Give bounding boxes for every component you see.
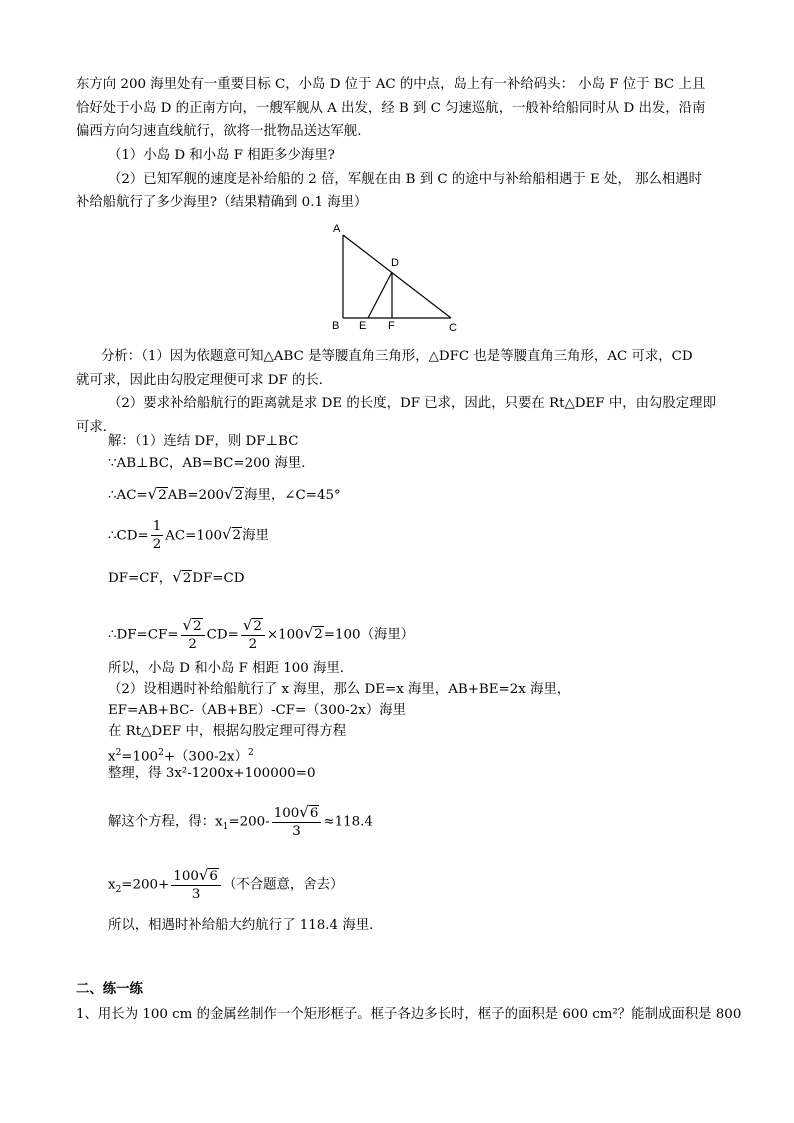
analysis-line-2: 就可求，因此由勾股定理便可求 DF 的长． (76, 373, 333, 388)
segment-ac (343, 235, 451, 318)
analysis-line-3: （2）要求补给船航行的距离就是求 DE 的长度，DF 已求，因此，只要在 Rt△DEF 中，由勾股定理即 (108, 396, 716, 411)
solution-line-8: （2）设相遇时补给船航行了 x 海里，那么 DE=x 海里，AB+BE=2x 海里， (108, 682, 571, 697)
label-b: B (332, 320, 340, 332)
problem-line-3: 偏西方向匀速直线航行，欲将一批物品送达军舰． (76, 124, 371, 139)
sqrt-2: √2 (147, 485, 167, 503)
sqrt-2: √2 (303, 624, 323, 643)
segment-de (368, 272, 392, 318)
label-e: E (359, 320, 367, 332)
solution-line-3: ∴AC=√2AB=200√2海里，∠C=45° (108, 485, 341, 503)
solution-line-7: 所以，小岛 D 和小岛 F 相距 100 海里． (108, 661, 354, 676)
question-2-line-2: 补给船航行了多少海里?（结果精确到 0.1 海里） (76, 195, 368, 210)
sqrt-2: √2 (221, 525, 242, 544)
solution-line-12: 整理，得 3x²-1200x+100000=0 (108, 766, 316, 781)
question-1: （1）小岛 D 和小岛 F 相距多少海里? (108, 148, 335, 163)
solution-line-6: ∴DF=CF= $\frac{√2}{2}$ CD= $\frac{√2}{2}$ ×100√2=100（海里） (108, 616, 415, 653)
fraction-one-half: $\frac{1}{2}$ (152, 519, 162, 553)
question-2-line-1: （2）已知军舰的速度是补给船的 2 倍，军舰在由 B 到 C 的途中与补给船相遇于 E 处， 那么相遇时 (108, 172, 703, 187)
label-c: C (449, 322, 457, 334)
analysis-line-1: 分析：（1）因为依题意可知△ABC 是等腰直角三角形，△DFC 也是等腰直角三角形，AC 可求，CD (101, 349, 693, 364)
solution-line-10: 在 Rt△DEF 中，根据勾股定理可得方程 (108, 724, 347, 739)
sqrt-2: √2 (224, 485, 244, 503)
label-d: D (391, 257, 399, 269)
fraction-root-6: $\frac{100√6}{3}$ (272, 805, 322, 839)
problem-line-2: 恰好处于小岛 D 的正南方向，一艘军舰从 A 出发，经 B 到 C 匀速巡航，一般补给船同时从 D 出发，沿南 (76, 101, 706, 116)
solution-line-14: $x_2=200+$ $\frac{100√6}{3}$ （不合题意，舍去） (108, 866, 344, 903)
problem-line-1: 东方向 200 海里处有一重要目标 C，小岛 D 位于 AC 的中点，岛上有一补给码头： 小岛 F 位于 BC 上且 (76, 77, 706, 92)
solution-line-13: 解这个方程，得：$x_1=200-$ $\frac{100√6}{3}$ ≈118.4 (108, 803, 373, 840)
solution-line-11: $x^2=100^2+(300-2x)^2$ (108, 748, 254, 765)
solution-line-1: 解：（1）连结 DF，则 DF⊥BC (108, 434, 299, 449)
label-a: A (333, 223, 341, 235)
label-f: F (388, 320, 395, 332)
fraction-sqrt2-over-2: $\frac{√2}{2}$ (241, 618, 265, 652)
solution-line-2: ∵AB⊥BC，AB=BC=200 海里． (108, 456, 315, 471)
geometry-diagram (322, 220, 472, 336)
analysis-line-4: 可求． (76, 420, 117, 435)
fraction-sqrt2-over-2: $\frac{√2}{2}$ (181, 618, 205, 652)
fraction-root-6: $\frac{100√6}{3}$ (171, 868, 221, 902)
solution-line-4: ∴CD= $\frac{1}{2}$ AC=100√2海里 (108, 519, 269, 553)
solution-conclusion: 所以，相遇时补给船大约航行了 118.4 海里． (108, 918, 383, 933)
solution-line-5: DF=CF，√2DF=CD (108, 568, 245, 586)
solution-line-9: EF=AB+BC-（AB+BE）-CF=（300-2x）海里 (108, 703, 407, 718)
exercise-1: 1、用长为 100 cm 的金属丝制作一个矩形框子。框子各边多长时，框子的面积是 600 cm²？能制成面积是 800 (76, 1007, 742, 1022)
section-title: 二、练一练 (76, 982, 143, 997)
sqrt-2: √2 (172, 568, 192, 586)
